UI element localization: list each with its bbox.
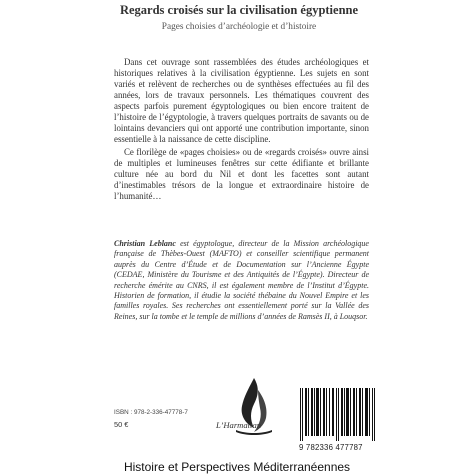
summary-paragraph-2: Ce florilège de «pages choisies» ou de «regards croisés» ouvre ainsi de multiples et lumineuses fenêtres sur cette édifiante et brillante culture née au bord du Nil et dont les facettes sont autant d’inestimables trésors de la longue et extraordinaire histoire de l’humanité… [114,147,369,201]
author-bio [114,239,369,322]
price: 50 € [114,420,129,429]
author-name: Christian Leblanc [114,239,176,248]
summary-text [114,57,369,202]
back-cover [87,0,391,455]
summary-paragraph-1: Dans cet ouvrage sont rassemblées des études archéologiques et historiques relatives à la civilisation égyptienne. Les sujets en sont variés et relèvent de recherches ou de synthèses effectuées au fil des années, lors de travaux personnels. Les thématiques couvrent des aspects parfois purement égyptologiques ou bien encore traitent de l’histoire de l’égyptologie, à travers quelques portraits de savants ou de lointains devanciers qui ont apporté une contribution importante, sinon essentielle à la naissance de cette discipline. [114,57,369,144]
collection-name: Histoire et Perspectives Méditerranéennes [123,460,351,474]
author-bio-text: est égyptologue, directeur de la Mission archéologique française de Thèbes-Ouest (MAFTO) et conseiller scientifique permanent auprès du Centre d’Étude et de Documentation sur l’Ancienne Égypte (CEDAE, Ministère du Tourisme et des Antiquités de l’Égypte). Directeur de recherche émérite au CNRS, il est également membre de l’Institut d’Égypte. Historien de formation, il étudie la société thébaine du Nouvel Empire et les familles royales. Ses recherches ont essentiellement porté sur la Vallée des Reines, sur la tombe et le temple de millions d’années de Ramsès II, à Louqsor. [114,239,369,321]
barcode-digits: 9 782336 477787 [299,443,363,452]
barcode [299,388,377,441]
publisher-name: L’Harmattan [216,420,262,430]
book-subtitle: Pages choisies d’archéologie et d’histoire [161,22,317,32]
isbn: ISBN : 978-2-336-47778-7 [114,409,188,416]
book-title: Regards croisés sur la civilisation égyptienne [119,3,359,17]
publisher-logo-icon [230,376,278,440]
